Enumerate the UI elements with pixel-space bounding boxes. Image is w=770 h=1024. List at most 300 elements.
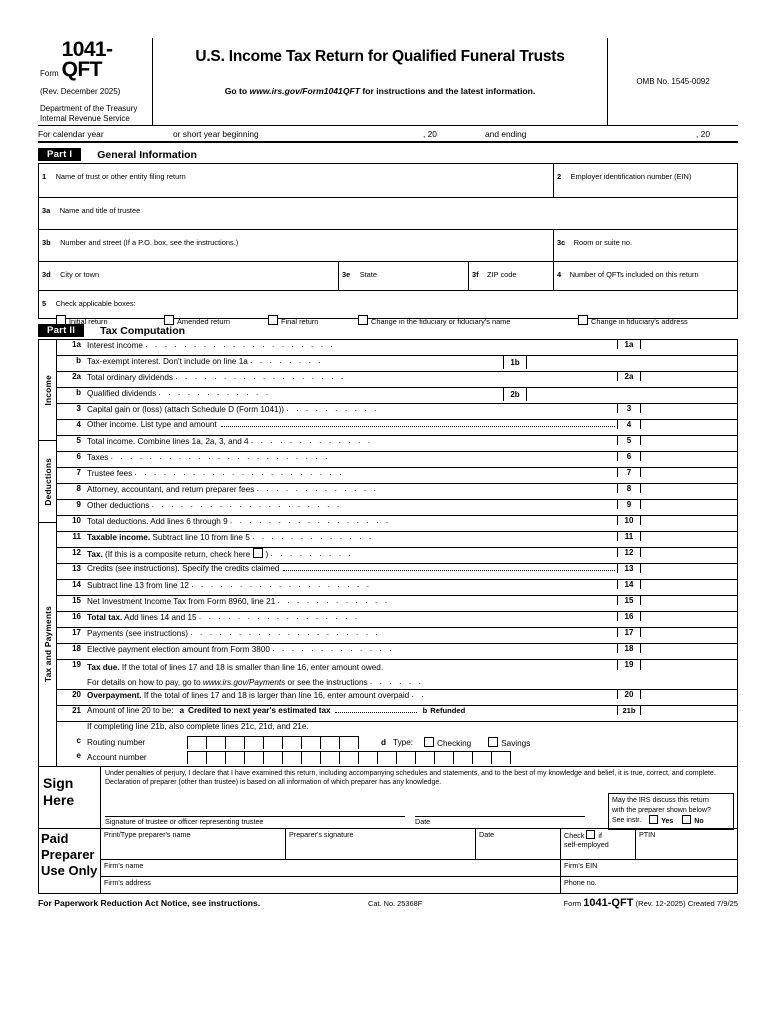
- leader-dots: . . . . . . . . . . . . .: [256, 484, 379, 493]
- line-21b-label: Refunded: [430, 706, 466, 715]
- line-number: 13: [72, 564, 81, 573]
- checkbox-label: Change in fiduciary's address: [591, 317, 688, 326]
- field-trust-name[interactable]: [39, 164, 554, 197]
- line-3d-number: 3d: [42, 270, 51, 279]
- line-number: 9: [76, 500, 81, 509]
- checkbox-savings[interactable]: [488, 737, 530, 748]
- tax-line-14: [57, 580, 737, 596]
- checkbox-icon[interactable]: [424, 737, 434, 747]
- line-number: 14: [72, 580, 81, 589]
- field-firms-address[interactable]: [101, 877, 561, 893]
- line-text-wrap: [87, 660, 617, 690]
- line-text-wrap: [87, 420, 617, 429]
- row-name-ein: [39, 164, 737, 198]
- part1-bar: [38, 146, 738, 163]
- field-trustee-name[interactable]: [39, 198, 737, 229]
- form-title: U.S. Income Tax Return for Qualified Funeral Trusts: [195, 48, 565, 65]
- field-preparer-date[interactable]: [476, 829, 561, 859]
- line-number: 7: [76, 468, 81, 477]
- line-text-wrap: [87, 564, 617, 573]
- field-preparer-name[interactable]: [101, 829, 286, 859]
- irs-url-link[interactable]: www.irs.gov/Form1041QFT: [249, 86, 361, 96]
- checkbox-label: Change in the fiduciary or fiduciary's name: [371, 317, 511, 326]
- leader-dots: . . . . . . . . . . . . . . . . . . .: [191, 580, 372, 589]
- part2-title: Tax Computation: [100, 324, 186, 337]
- line-5-number: 5: [42, 299, 47, 308]
- subline-2b: [503, 388, 617, 401]
- line-number: 16: [72, 612, 81, 621]
- tax-line-13: [57, 564, 737, 580]
- omb-number: OMB No. 1545-0092: [636, 77, 710, 86]
- line-3c-number: 3c: [557, 238, 566, 247]
- field-self-employed[interactable]: [561, 829, 636, 859]
- tax-line-21-note: [57, 722, 737, 736]
- paperwork-notice: For Paperwork Reduction Act Notice, see instructions.: [38, 898, 261, 909]
- line-text-close: ): [265, 550, 269, 559]
- line-text: Payments (see instructions): [87, 629, 189, 638]
- subline-number: 2b: [504, 388, 527, 401]
- tax-line-1b: [57, 356, 737, 372]
- checkbox-label: Initial return: [69, 317, 108, 326]
- sign-label-line2: Here: [43, 792, 75, 808]
- tax-line-19: [57, 660, 737, 690]
- preparer-date-label: Date: [479, 830, 495, 840]
- masthead-center: [153, 38, 607, 125]
- checkbox-label: Savings: [501, 739, 531, 748]
- part2-side-labels: [39, 340, 57, 766]
- department-line-2: Internal Revenue Service: [40, 113, 130, 123]
- checkbox-label: Yes: [661, 818, 674, 825]
- side-label-tax-and-payments: [39, 523, 56, 766]
- subline-1b: [503, 356, 617, 369]
- preparer-label-line2: Preparer: [41, 847, 95, 863]
- firms-ein-label: Firm's EIN: [564, 861, 598, 871]
- checkbox-checking[interactable]: [424, 737, 471, 748]
- line-text: (If this is a composite return, check here: [102, 550, 251, 559]
- perjury-statement: Under penalties of perjury, I declare that I have examined this return, including accompanying schedules and statements, and to the best of my knowledge and belief, it is true, correct, and complete. Declaration of preparer (other than trustee) is based on all information of which preparer has any knowledge.: [105, 770, 716, 786]
- line-box-number: 8: [617, 484, 641, 493]
- line-text: Total income. Combine lines 1a, 2a, 3, and 4: [87, 437, 249, 446]
- line-text-wrap: [87, 706, 617, 715]
- checkbox-label: No: [694, 818, 704, 825]
- line-box-number: 6: [617, 452, 641, 461]
- line-21c-letter: c: [76, 736, 81, 745]
- row-check-applicable-boxes: [39, 291, 737, 326]
- checkbox-icon[interactable]: [488, 737, 498, 747]
- line-21e-letter: e: [76, 751, 81, 760]
- line-19-text-row2: [87, 675, 617, 690]
- line-box-number: 9: [617, 500, 641, 509]
- goto-prefix: Go to: [224, 86, 250, 96]
- check-if-row: [564, 830, 632, 840]
- line-4-number: 4: [557, 270, 562, 279]
- line-21b-letter: b: [422, 706, 428, 715]
- trustee-signature-block: [105, 801, 405, 826]
- line-text: Add lines 14 and 15: [122, 613, 197, 622]
- checkbox-group: [42, 315, 737, 325]
- field-state[interactable]: [339, 262, 469, 290]
- trustee-signature-input[interactable]: [105, 801, 405, 817]
- tax-line-6: [57, 452, 737, 468]
- department-block: [40, 104, 152, 123]
- paid-preparer-label: [39, 829, 101, 893]
- tax-line-20: [57, 690, 737, 706]
- line-box-number: 3: [617, 404, 641, 413]
- line-1-number: 1: [42, 172, 47, 181]
- tax-line-9: [57, 500, 737, 516]
- line-box-number: 13: [617, 564, 641, 573]
- line-text: Qualified dividends: [87, 389, 157, 398]
- checkbox-final-return[interactable]: [268, 315, 358, 325]
- date-block: [415, 801, 585, 826]
- line-text-wrap: [87, 484, 617, 494]
- field-firms-name[interactable]: [101, 860, 561, 876]
- line-text: Interest income: [87, 341, 143, 350]
- line-21d-letter: d: [381, 738, 387, 747]
- leader-dots: . . . . . . . . .: [270, 549, 354, 558]
- line-number: 10: [72, 516, 81, 525]
- part2-lines: [57, 340, 737, 766]
- if-label: if: [598, 831, 602, 841]
- line-box-number: 11: [617, 532, 641, 541]
- masthead-left: [38, 38, 153, 125]
- tax-line-15: [57, 596, 737, 612]
- leader-dots: . . . . . . . . . . . . . . . . . .: [175, 372, 346, 381]
- footer-form-id: [518, 897, 738, 909]
- line-3b-number: 3b: [42, 238, 51, 247]
- line-box-number: 15: [617, 596, 641, 605]
- checkbox-change-fiduciary-address[interactable]: [578, 315, 688, 325]
- other-income-input[interactable]: [221, 426, 615, 427]
- field-preparer-signature[interactable]: [286, 829, 476, 859]
- line-text-wrap: [87, 404, 617, 414]
- tax-line-8: [57, 484, 737, 500]
- subline-number: 1b: [504, 356, 527, 369]
- line-text: or see the instructions: [285, 678, 368, 687]
- account-number-input[interactable]: [187, 751, 511, 764]
- composite-return-checkbox-icon[interactable]: [253, 548, 263, 558]
- line-text: Other deductions: [87, 501, 150, 510]
- line-number: 3: [76, 404, 81, 413]
- see-instr-label: See instr.: [612, 817, 642, 824]
- line-4-label: Number of QFTs included on this return: [569, 270, 699, 279]
- tax-line-18: [57, 644, 737, 660]
- leader-dots: . . . . . . . .: [250, 356, 324, 365]
- leader-dots: . . . . . . . . . .: [286, 404, 379, 413]
- tax-line-21c: [57, 736, 737, 751]
- form-number: 1041-QFT: [61, 38, 113, 81]
- short-year-beginning-field[interactable]: or short year beginning: [173, 128, 259, 139]
- footer-revision: (Rev. 12-2025) Created 7/9/25: [635, 899, 738, 909]
- line-text-wrap: [87, 436, 617, 446]
- line-text: Elective payment election amount from Form 3800: [87, 645, 270, 654]
- firms-name-label: Firm's name: [104, 861, 144, 871]
- leader-dots: . . . . . . . . . . . . . . . . . . . . . . .: [110, 452, 331, 461]
- leader-dots: . . . . . . . . . . . . .: [252, 532, 374, 541]
- line-box-number: 19: [617, 660, 641, 670]
- field-room-suite[interactable]: [554, 230, 737, 261]
- checkbox-amended-return[interactable]: [164, 315, 268, 325]
- line-2-label: Employer identification number (EIN): [570, 172, 692, 181]
- credited-amount-input[interactable]: [335, 712, 417, 713]
- checkbox-icon[interactable]: [56, 315, 66, 325]
- side-label-text: Tax and Payments: [42, 606, 53, 683]
- line-box-number: 2a: [617, 372, 641, 381]
- line-box-number: 4: [617, 420, 641, 429]
- line-text-bold: Tax due.: [87, 663, 120, 672]
- irs-discuss-box: [608, 793, 734, 830]
- field-zip[interactable]: [469, 262, 554, 290]
- leader-dots: . . . . . . . . . . . . . . . . .: [198, 612, 360, 621]
- form-1041-qft: [38, 38, 738, 909]
- tax-line-21e: [57, 751, 737, 766]
- form-word-label: Form: [40, 69, 59, 78]
- tax-line-16: [57, 612, 737, 628]
- goto-suffix: for instructions and the latest information.: [360, 86, 536, 96]
- line-box-number: 12: [617, 548, 641, 557]
- side-label-income: [39, 340, 56, 441]
- leader-dots: . . . . . . . . . . . . . . . . . . . . . .: [134, 468, 345, 477]
- line-3e-label: State: [359, 270, 377, 279]
- line-3a-label: Name and title of trustee: [59, 206, 141, 215]
- line-text-bold: Overpayment.: [87, 691, 142, 700]
- row-street-room: [39, 230, 737, 262]
- line-19-text-row1: [87, 660, 617, 675]
- preparer-name-label: Print/Type preparer's name: [104, 830, 191, 840]
- and-ending-field[interactable]: and ending: [485, 128, 527, 139]
- line-box-number: 10: [617, 516, 641, 525]
- line-text-bold: Total tax.: [87, 613, 123, 622]
- calendar-year-row: [38, 126, 738, 143]
- part2-badge: Part II: [38, 324, 84, 337]
- preparer-row-1: [101, 829, 737, 860]
- field-street[interactable]: [39, 230, 554, 261]
- line-number: 5: [76, 436, 81, 445]
- field-city[interactable]: [39, 262, 339, 290]
- line-text-wrap: [87, 500, 617, 510]
- tax-line-5: [57, 436, 737, 452]
- line-5-label: Check applicable boxes:: [55, 299, 136, 308]
- sign-here-body: [101, 767, 737, 828]
- sign-here-section: [38, 767, 738, 829]
- line-text: Trustee fees: [87, 469, 133, 478]
- line-number: 17: [72, 628, 81, 637]
- preparer-label-line1: Paid: [41, 831, 69, 847]
- routing-number-input[interactable]: [187, 736, 359, 749]
- account-number-label: Account number: [87, 753, 147, 762]
- field-qft-count[interactable]: [554, 262, 737, 290]
- line-3d-label: City or town: [60, 270, 100, 279]
- tax-line-17: [57, 628, 737, 644]
- leader-dots: . . . . . . . . . . . . . . . . . . . .: [145, 340, 336, 349]
- line-box-number: 5: [617, 436, 641, 445]
- line-text: Other income. List type and amount: [87, 420, 217, 429]
- checkbox-icon[interactable]: [682, 815, 691, 824]
- line-text: Capital gain or (loss) (attach Schedule D (Form 1041)): [87, 405, 285, 414]
- part2-grid: [38, 339, 738, 767]
- tax-line-12: [57, 548, 737, 564]
- tax-line-4: [57, 420, 737, 436]
- leader-dots: . . . . . . . . . . . . . . . . .: [229, 516, 391, 525]
- line-text: Taxes: [87, 453, 109, 462]
- tax-line-10: [57, 516, 737, 532]
- row-trustee-name: [39, 198, 737, 230]
- masthead-right: [607, 38, 738, 125]
- tax-line-21: [57, 706, 737, 722]
- line-text-wrap: [87, 580, 617, 590]
- line-box-number: 17: [617, 628, 641, 637]
- line-text-wrap: [87, 532, 617, 542]
- field-ein[interactable]: [554, 164, 737, 197]
- line-text: Total ordinary dividends: [87, 373, 174, 382]
- footer-form-word: Form: [563, 899, 582, 909]
- line-box-number: 21b: [617, 706, 641, 715]
- leader-dots: . . . . . . . . . . . . . . . . . . . .: [151, 500, 342, 509]
- irs-discuss-options: [612, 815, 730, 827]
- phone-no-label: Phone no.: [564, 878, 597, 888]
- payments-url-link[interactable]: www.irs.gov/Payments: [202, 678, 286, 687]
- side-label-text: Income: [42, 374, 53, 406]
- line-text: Tax-exempt interest. Don't include on line 1a: [87, 357, 248, 366]
- leader-dots: . . . . . . . . . . . .: [277, 596, 390, 605]
- checkbox-icon[interactable]: [358, 315, 368, 325]
- year-mark-ending: , 20: [696, 128, 710, 139]
- line-text-wrap: [87, 751, 617, 764]
- line-number: 20: [72, 690, 81, 699]
- side-label-deductions: [39, 441, 56, 523]
- field-phone-no[interactable]: [561, 877, 737, 893]
- credits-claimed-input[interactable]: [283, 570, 615, 571]
- checkbox-change-fiduciary-name[interactable]: [358, 315, 578, 325]
- line-text-bold: Taxable income.: [87, 533, 151, 542]
- checkbox-initial-return[interactable]: [56, 315, 164, 325]
- line-box-number: 16: [617, 612, 641, 621]
- preparer-row-2: [101, 860, 737, 877]
- self-employed-label: self-employed: [564, 840, 609, 850]
- line-5-header: [42, 293, 737, 311]
- leader-dots: . . . . . . . . . . . . .: [250, 436, 373, 445]
- part1-title: General Information: [97, 148, 197, 161]
- line-text-wrap: [87, 388, 617, 401]
- line-text: Subtract line 10 from line 5: [150, 533, 250, 542]
- line-number: 11: [72, 532, 81, 541]
- line-box-number: 20: [617, 690, 641, 699]
- checkbox-icon[interactable]: [268, 315, 278, 325]
- tax-line-7: [57, 468, 737, 484]
- line-text-wrap: [87, 644, 617, 654]
- leader-dots: . . . . . . . . . . . . .: [272, 644, 395, 653]
- line-text-wrap: [87, 468, 617, 478]
- line-text-bold: Tax.: [87, 550, 103, 559]
- line-number: 15: [72, 596, 81, 605]
- preparer-label-line3: Use Only: [41, 863, 98, 879]
- line-text-wrap: [87, 372, 617, 382]
- side-label-text: Deductions: [42, 457, 53, 506]
- line-box-number: 14: [617, 580, 641, 589]
- line-text-wrap: [87, 516, 617, 526]
- line-3c-label: Room or suite no.: [573, 238, 633, 247]
- line-text-wrap: [87, 596, 617, 606]
- line-text-wrap: [87, 452, 617, 462]
- row-city-state-zip-qfts: [39, 262, 737, 291]
- line-text-wrap: [87, 548, 617, 559]
- line-3f-label: ZIP code: [487, 270, 517, 279]
- type-label: Type:: [393, 738, 414, 747]
- leader-dots: . .: [411, 690, 427, 699]
- leader-dots: . . . . . .: [369, 677, 424, 686]
- paid-preparer-section: [38, 829, 738, 894]
- preparer-signature-label: Preparer's signature: [289, 830, 354, 840]
- line-text-wrap: [87, 356, 617, 369]
- irs-discuss-line1: May the IRS discuss this return: [612, 797, 709, 804]
- line-21a-label: Credited to next year's estimated tax: [188, 706, 331, 715]
- irs-discuss-line2: with the preparer shown below?: [612, 806, 711, 814]
- sign-label-line1: Sign: [43, 775, 74, 791]
- line-text: Attorney, accountant, and return preparer fees: [87, 485, 255, 494]
- check-label: Check: [564, 831, 585, 841]
- line-number: 6: [76, 452, 81, 461]
- line-text: If the total of lines 17 and 18 is smaller than line 16, enter amount owed.: [119, 663, 384, 672]
- routing-number-label: Routing number: [87, 738, 146, 747]
- field-ptin[interactable]: [636, 829, 737, 859]
- footer-form-number: 1041-QFT: [583, 897, 634, 910]
- line-number: 1a: [72, 340, 81, 349]
- line-text-wrap: [87, 612, 617, 622]
- field-firms-ein[interactable]: [561, 860, 737, 876]
- line-text-wrap: [87, 736, 617, 749]
- line-box-number: 7: [617, 468, 641, 477]
- line-21a-letter: a: [179, 706, 185, 715]
- line-number: 2a: [72, 372, 81, 381]
- date-caption: Date: [415, 817, 431, 827]
- line-number: b: [76, 356, 81, 365]
- line-text-wrap: [87, 340, 617, 350]
- form-identifier: [40, 40, 152, 80]
- line-number: b: [76, 388, 81, 397]
- line-text: Amount of line 20 to be:: [87, 706, 174, 715]
- checkbox-icon[interactable]: [164, 315, 174, 325]
- line-number: 19: [72, 660, 81, 669]
- checkbox-irs-no[interactable]: [682, 815, 703, 827]
- line-text: If the total of lines 17 and 18 is larger than line 16, enter amount overpaid: [141, 691, 410, 700]
- line-number: 4: [76, 420, 81, 429]
- checkbox-icon[interactable]: [586, 830, 595, 839]
- firms-address-label: Firm's address: [104, 878, 151, 888]
- checkbox-irs-yes[interactable]: [649, 815, 673, 827]
- line-2-number: 2: [557, 172, 562, 181]
- leader-dots: . . . . . . . . . . . . . . . . . . . .: [190, 628, 381, 637]
- line-box-number: 1a: [617, 340, 641, 349]
- checkbox-label: Checking: [437, 739, 472, 748]
- form-masthead: [38, 38, 738, 126]
- line-1-label: Name of trust or other entity filing return: [55, 172, 186, 181]
- for-calendar-year-label: For calendar year: [38, 128, 104, 139]
- sign-here-label: [39, 767, 101, 828]
- line-text-wrap: [87, 690, 617, 700]
- line-box-number: 18: [617, 644, 641, 653]
- date-input[interactable]: [415, 801, 585, 817]
- checkbox-label: Amended return: [177, 317, 230, 326]
- catalog-number: Cat. No. 25368F: [368, 899, 423, 909]
- checkbox-icon[interactable]: [649, 815, 658, 824]
- checkbox-icon[interactable]: [578, 315, 588, 325]
- line-21-note-text: If completing line 21b, also complete lines 21c, 21d, and 21e.: [87, 722, 309, 731]
- trustee-signature-caption: Signature of trustee or officer representing trustee: [105, 817, 264, 827]
- paid-preparer-body: [101, 829, 737, 893]
- line-text-wrap: [87, 628, 617, 638]
- tax-line-11: [57, 532, 737, 548]
- department-line-1: Department of the Treasury: [40, 104, 138, 113]
